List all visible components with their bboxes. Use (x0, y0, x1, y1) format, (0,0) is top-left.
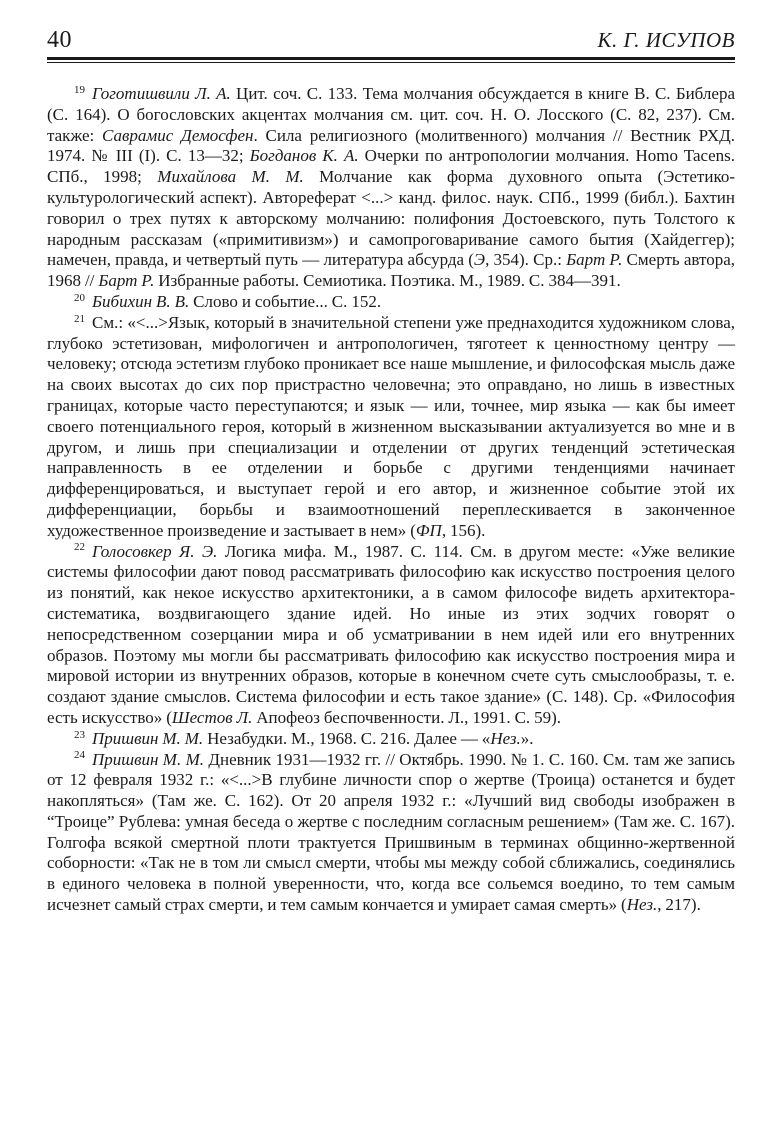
text-run: Пришвин М. М. (92, 749, 204, 769)
text-run: Пришвин М. М. (92, 728, 204, 748)
text-run: См.: «<...>Язык, который в значительной степени уже преднаходится художником слова, глубоко эстетизован, мифологичен и антропологичен, тяготеет к ценностному центру — человеку; отсюда эстетизм глубоко проникает все наше мышление, и философская мысль даже на своих высотах до сих пор пристрастно человечна; это оправдано, но лишь в известных границах, которые часто переступаются; и язык — или, точнее, мир языка — как бы имеет своего потенциального героя, который в жизненном высказывании актуализуется во мне и в другом, и лишь при специализации и отделении от других тенденций эстетическая направленность в ее отделении и борьбе с другими тенденциями начинает дифференцироваться, и выступает герой и его автор, и жизненное событие этой их дифференциации, борьбы и взаимоотношений переплескивается в законченное художественное произведение и застывает в нем» ( (47, 312, 735, 540)
page-header (47, 28, 735, 52)
text-run: , 156). (441, 520, 486, 540)
footnote-paragraph (47, 313, 735, 542)
text-run: . Сила религиозного (молитвенного) молчания // Вестник РХД. 1974. № III (I). С. 13—32; (47, 125, 735, 166)
text-run: Барт Р. (98, 271, 155, 291)
text-run: Очерки по антропологии молчания. Homo Tacens. СПб., 1998; (47, 146, 735, 187)
running-head: К. Г. ИСУПОВ (597, 28, 735, 52)
text-run: Михайлова М. М. (157, 167, 304, 187)
footnote-number: 22 (74, 541, 85, 554)
text-run: Барт Р. (566, 250, 623, 270)
footnote-paragraph (47, 750, 735, 916)
text-run: Гоготишвили Л. А. (92, 84, 231, 103)
text-run: Логика мифа. М., 1987. С. 114. См. в другом месте: «Уже великие системы философии дают повод рассматривать философию как искусство построения целого из понятий, как некое искусство архитектоники, а в самом философе видеть архитектора-систематика, воздвигающего здание идей. Но иные из этих зодчих говорят о непосредственном созерцании мира и об усматривании в нем идей или его внутренних образов. Поэтому мы могли бы рассматривать философию как искусство построения мира и мировой истории из внутренних образов, которые в конечном счете суть смыслообразы, т. е. создают здание смыслов. Система философии и есть такое здание» (С. 148). Ср. «Философия есть искусство» ( (47, 541, 735, 727)
text-run: Э (473, 250, 486, 270)
text-run: Незабудки. М., 1968. С. 216. Далее — « (203, 728, 491, 748)
text-run: Избранные работы. Семиотика. Поэтика. М., 1989. С. 384—391. (154, 271, 621, 291)
text-run: Молчание как форма духовного опыта (Эстетико-культурологический аспект). Автореферат <...> канд. филос. наук. СПб., 1999 (библ.). Бахтин говорил о трех путях к авторскому молчанию: полифония Достоевского, путь Толстого к народным рассказам («примитивизм») и самопроговаривание самого бытия (Хайдеггер); намечен, правда, и четвертый путь — литература абсурда ( (47, 167, 736, 270)
footnote-number: 24 (74, 749, 85, 762)
page-number: 40 (47, 27, 72, 53)
text-run: Слово и событие... С. 152. (189, 291, 382, 311)
text-run: Богданов К. А. (249, 146, 359, 166)
text-run: Бибихин В. В. (92, 291, 190, 311)
text-run: Нез. (626, 895, 658, 915)
text-run: Смерть автора, 1968 // (47, 250, 736, 291)
footnote-number: 19 (74, 83, 85, 96)
text-run: Шестов Л. (171, 707, 253, 727)
text-run: Цит. соч. С. 133. Тема молчания обсуждается в книге В. С. Библера (С. 164). О богословских акцентах молчания см. цит. соч. Н. О. Лосского (С. 82, 237). См. также: (47, 84, 735, 145)
footnote-paragraph (47, 542, 735, 729)
footnote-paragraph (47, 292, 735, 313)
text-run: , 217). (657, 895, 701, 915)
text-run: Нез. (490, 728, 521, 748)
text-run: ». (520, 728, 534, 748)
text-run: Голосовкер Я. Э. (92, 541, 218, 561)
text-run: Саврамис Демосфен (102, 125, 254, 145)
text-run: Апофеоз беспочвенности. Л., 1991. С. 59). (252, 707, 562, 727)
header-rule (47, 57, 735, 63)
footnote-number: 21 (74, 312, 85, 325)
text-run: ФП (415, 520, 442, 540)
footnote-number: 23 (74, 728, 85, 741)
text-run: , 354). Ср.: (485, 250, 567, 270)
footnote-paragraph (47, 729, 735, 750)
text-run: Дневник 1931—1932 гг. // Октябрь. 1990. № 1. С. 160. См. там же запись от 12 февраля 1932 г.: «<...>В глубине личности спор о жертве (Троица) останется и будет накопляться» (Там же. С. 162). От 20 апреля 1932 г.: «Лучший вид свободы изображен в “Троице” Рублева: умная беседа о жертве с последним согласным решением» (Там же. С. 167). Голгофа всякой смертной плоти трактуется Пришвиным в терминах общинно-жертвенной соборности: «Так не в том ли смысл смерти, чтобы мы между собой сближались, соединялись в единого человека в полной уверенности, что, когда все сольемся воедино, то тем самым исчезнет самый страх смерти, и тем самым кончается и умирает самая смерть» ( (47, 749, 735, 915)
footnotes-section (47, 84, 735, 916)
footnote-paragraph (47, 84, 735, 292)
footnote-number: 20 (74, 291, 85, 304)
